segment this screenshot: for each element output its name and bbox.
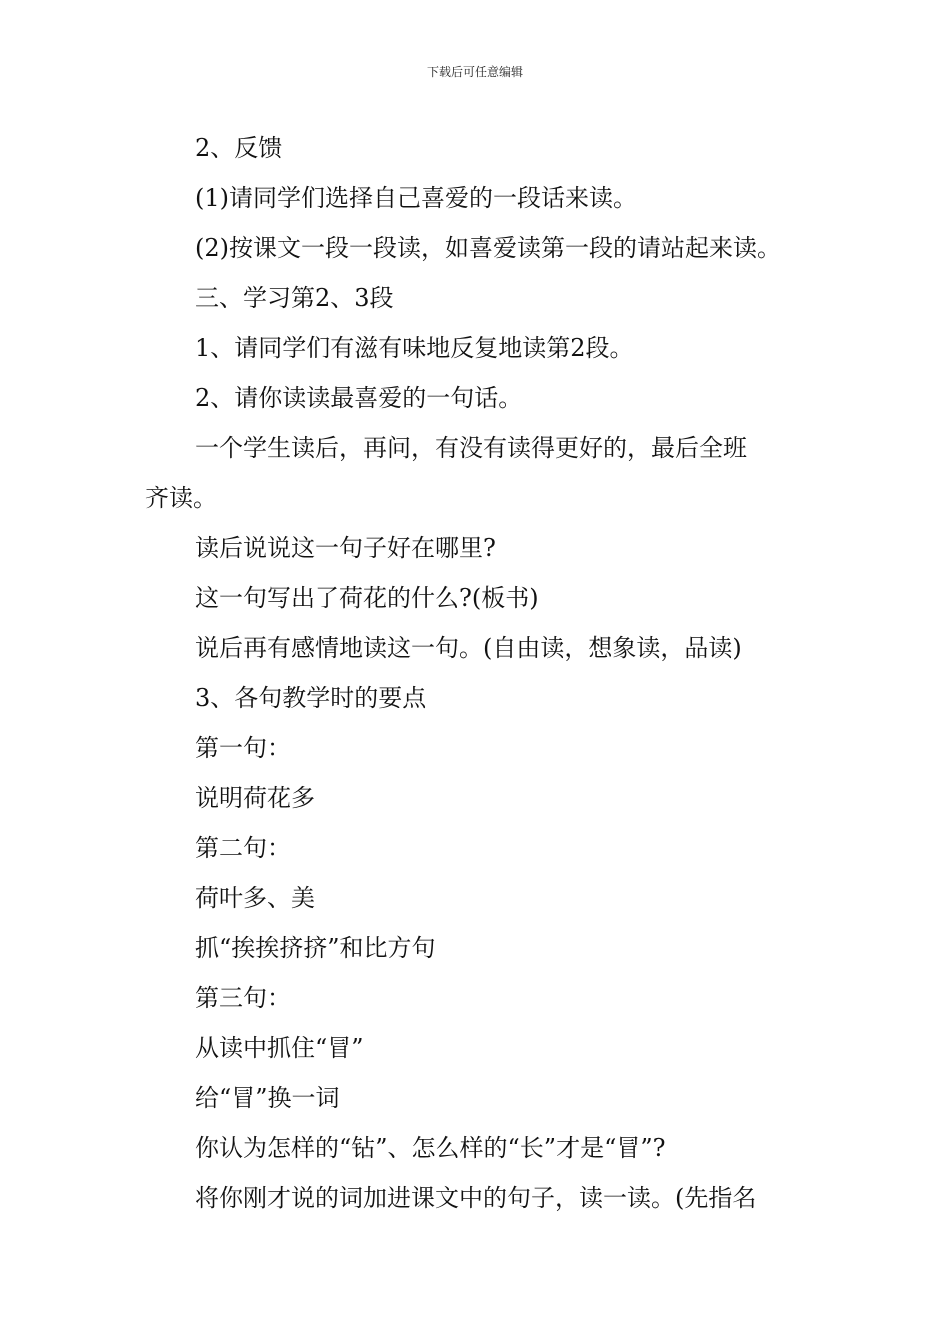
paragraph-line: 1、请同学们有滋有味地反复地读第2段。 [195, 334, 634, 362]
paragraph-line: 荷叶多、美 [195, 884, 315, 912]
paragraph-line: 说明荷花多 [195, 784, 315, 812]
paragraph-line: 一个学生读后，再问，有没有读得更好的，最后全班 [195, 434, 747, 462]
paragraph-line: 第二句： [195, 834, 291, 862]
paragraph-line: 3、各句教学时的要点 [195, 684, 427, 712]
paragraph-line: 三、学习第2、3段 [195, 284, 394, 312]
paragraph-line: 第三句： [195, 984, 291, 1012]
paragraph-line: 给“冒”换一词 [195, 1084, 340, 1112]
paragraph-line: 第一句： [195, 734, 291, 762]
document-body [145, 123, 813, 1223]
paragraph-line: 2、反馈 [195, 134, 283, 162]
paragraph-line-continuation: 齐读。 [145, 484, 217, 512]
paragraph-line: 读后说说这一句子好在哪里? [195, 534, 496, 562]
paragraph-line: (2)按课文一段一段读，如喜爱读第一段的请站起来读。 [195, 234, 781, 262]
paragraph-line: (1)请同学们选择自己喜爱的一段话来读。 [195, 184, 637, 212]
paragraph-line: 2、请你读读最喜爱的一句话。 [195, 384, 523, 412]
paragraph-line: 你认为怎样的“钻”、怎么样的“长”才是“冒”? [195, 1134, 666, 1162]
paragraph-line: 将你刚才说的词加进课文中的句子，读一读。(先指名 [195, 1184, 757, 1212]
paragraph-line: 这一句写出了荷花的什么?(板书) [195, 584, 539, 612]
paragraph-line: 说后再有感情地读这一句。(自由读，想象读，品读) [195, 634, 742, 662]
paragraph-line: 抓“挨挨挤挤”和比方句 [195, 934, 436, 962]
page-header: 下载后可任意编辑 [426, 65, 523, 79]
paragraph-line: 从读中抓住“冒” [195, 1034, 364, 1062]
